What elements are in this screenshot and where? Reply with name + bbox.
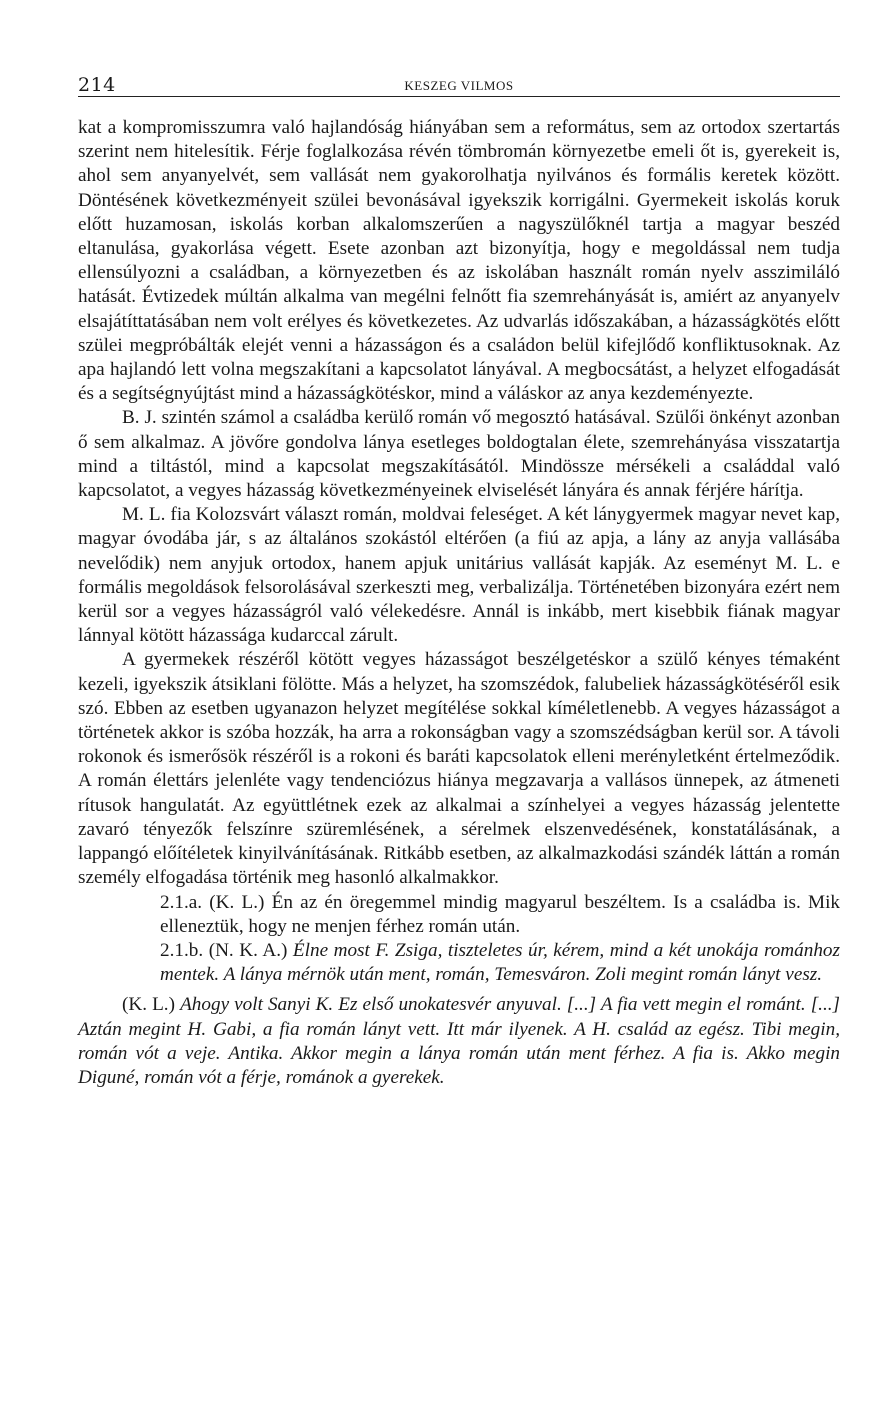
quote-label: (K. L.) <box>122 994 175 1016</box>
running-head <box>78 74 840 97</box>
quote-text: Ahogy volt Sanyi K. Ez első unokatesvér anyuval. [...] A fia vett megin el románt. [...] Aztán megint H. Gabi, a fia román lányt vett. Itt már ilyenek. A H. család az egész. Tibi megin, román vót a veje. Antika. Akkor megin a lánya román után ment férhez. A fia is. Akko megin Diguné, román vót a férje, románok a gyerekek. <box>78 994 841 1088</box>
quote-block-k-l <box>78 993 840 1090</box>
quote-label: 2.1.a. (K. L.) <box>160 891 265 913</box>
quote-2-1-b <box>160 939 840 987</box>
quote-text: Élne most F. Zsiga, tiszteletes úr, kérem, mind a két unokája románhoz mentek. A lánya mérnök után ment, román, Temesváron. Zoli megint román lányt vesz. <box>160 939 840 986</box>
quote-label: 2.1.b. (N. K. A.) <box>160 939 288 961</box>
running-title: KESZEG VILMOS <box>404 78 514 93</box>
paragraph-1: kat a kompromisszumra való hajlandóság hiányában sem a református, sem az ortodox szertartás szerint nem hitelesítik. Férje foglalkozása révén tömbromán környezetbe emeli őt is, gyerekeit is, ahol sem anyanyelvét, sem vallását nem gyakorolhatja nyilvános és formális keretek között. Döntésének következményeit szülei bevonásával igyekszik korrigálni. Gyermekeit iskolás koruk előtt huzamosan, iskolás korban alkalomszerűen a nagyszülőknél tartja a magyar beszéd eltanulása, gyakorlása végett. Esete azonban azt bizonyítja, hogy e megoldással nem tudja ellensúlyozni a családban, a környezetben és az iskolában használt román nyelv asszimiláló hatását. Évtizedek múltán alkalma van megélni felnőtt fia szemrehányását is, amiért az anyanyelv elsajátíttatásában nem volt erélyes és következetes. Az udvarlás időszakában, a házasságkötés előtt szülei megpróbálták elejét venni a házasságon és a családon belül kifejlődő konfliktusoknak. Az apa hajlandó lett volna megszakítani a kapcsolatot lányával. A megbocsátást, a helyzet elfogadását és a segítségnyújtást mind a házasságkötéskor, mind a váláskor az anya kezdeményezte. <box>78 117 840 405</box>
book-page <box>78 74 840 1090</box>
paragraph-3: M. L. fia Kolozsvárt választ román, moldvai feleséget. A két lánygyermek magyar nevet kap, magyar óvodába jár, s az általános szokástól eltérően (a fiú az apja, a lány az anyja vallásába nevelődik) nem anyjuk ortodox, hanem apjuk unitárius vallását kapják. Az eseményt M. L. e formális megoldások felsorolásával szerkeszti meg, verbalizálja. Történetében bizonyára ezért nem kerül sor a vegyes házasságról való vélekedésre. Annál is inkább, mert kisebbik fiának magyar lánnyal kötött házassága kudarccal zárult. <box>78 504 840 647</box>
body-text <box>78 116 840 1090</box>
paragraph-4: A gyermekek részéről kötött vegyes házasságot beszélgetéskor a szülő kényes témaként kezeli, igyekszik átsiklani fölötte. Más a helyzet, ha szomszédok, falubeliek házasságkötéséről esik szó. Ebben az esetben ugyanazon helyzet megítélése sokkal kíméletlenebb. A vegyes házasságot a történetek akkor is szóba hozzák, ha arra a rokonságban vagy a szomszédságban kerül sor. A távoli rokonok és ismerősök részéről is a rokoni és baráti kapcsolatok elleni merényletként értelmeződik. A román élettárs jelenléte vagy tendenciózus hiánya megzavarja a vallásos ünnepek, az átmeneti rítusok hangulatát. Az együttlétnek ezek az alkalmai a színhelyei a vegyes házasság jelentette zavaró tényezők felszínre szüremlésének, a sérelmek elszenvedésének, konstatálásának, a lappangó előítéletek kinyilvánításának. Ritkább esetben, az alkalmazkodási szándék láttán a román személy elfogadása történik meg hasonló alkalmakkor. <box>78 649 840 889</box>
paragraph-2: B. J. szintén számol a családba kerülő román vő megosztó hatásával. Szülői önkényt azonban ő sem alkalmaz. A jövőre gondolva lánya esetleges boldogtalan élete, szemrehányása visszatartja mind a tiltástól, mind a kapcsolat megszakításától. Mindössze mérsékeli a családdal való kapcsolatot, a vegyes házasság következményeinek elviselését lányára és annak férjére hárítja. <box>78 407 840 502</box>
quote-text: Én az én öregemmel mindig magyarul beszéltem. Is a családba is. Mik elleneztük, hogy ne menjen férhez román után. <box>160 891 840 937</box>
quote-2-1-a <box>160 891 840 939</box>
page-number: 214 <box>78 74 116 96</box>
